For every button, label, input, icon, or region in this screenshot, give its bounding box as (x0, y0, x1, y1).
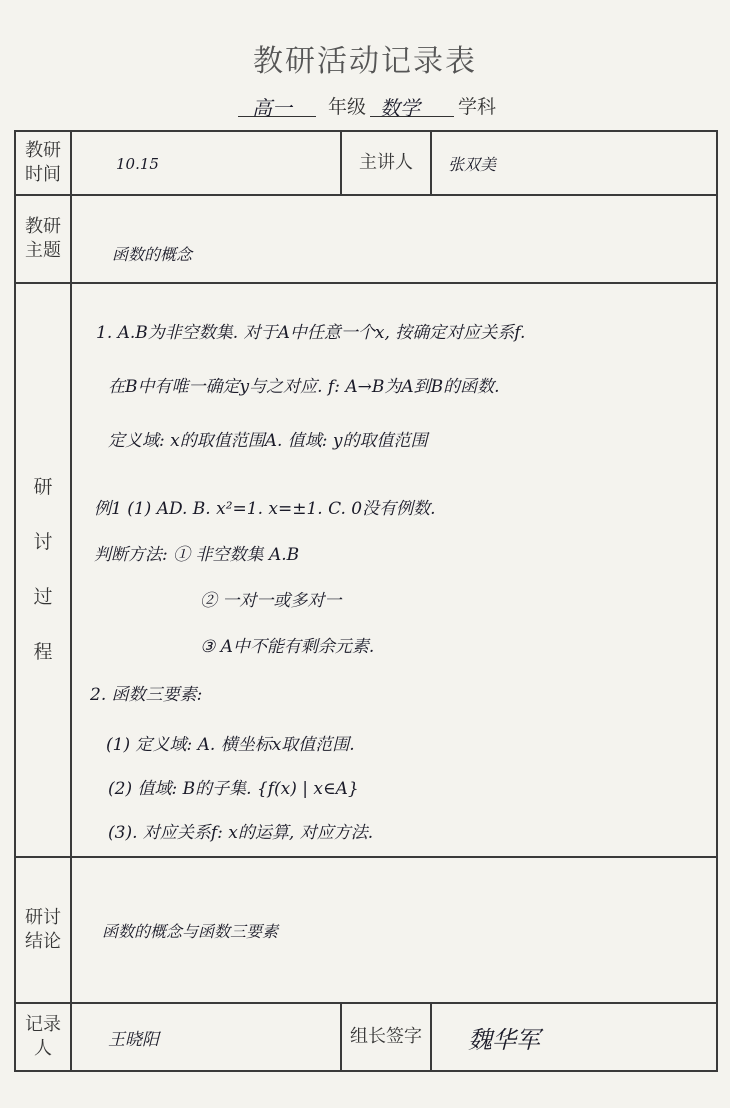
grade-subject-line (220, 90, 540, 124)
recorder-label: 记录 人 (25, 1014, 61, 1059)
leader-label: 组长签字 (350, 1026, 422, 1047)
process-line: 判断方法: ① 非空数集 A.B (94, 545, 300, 565)
conclusion-label: 研讨 结论 (25, 907, 61, 952)
subject-value: 数学 (380, 96, 420, 120)
process-label-char-4: 程 (33, 641, 53, 663)
leader-signature: 魏华军 (468, 1025, 540, 1054)
speaker-label-cell (341, 131, 431, 195)
leader-value-cell (431, 1003, 717, 1071)
conclusion-label-cell (15, 857, 71, 1003)
process-line: (3). 对应关系f: x的运算, 对应方法. (108, 823, 374, 843)
topic-value: 函数的概念 (112, 244, 193, 264)
time-label: 教研 时间 (25, 140, 61, 185)
process-notes (72, 284, 716, 856)
process-content-cell (71, 283, 717, 857)
process-line: 2. 函数三要素: (90, 685, 203, 705)
process-label-char-2: 讨 (33, 531, 53, 553)
subject-label: 学科 (458, 96, 497, 118)
record-table (14, 130, 718, 1072)
grade-value: 高一 (252, 96, 292, 120)
process-label-char-1: 研 (33, 476, 53, 498)
time-value: 10.15 (116, 154, 159, 173)
recorder-label-cell (15, 1003, 71, 1071)
process-line: ③ A中不能有剩余元素. (200, 637, 375, 657)
topic-label-cell (15, 195, 71, 283)
grade-label: 年级 (328, 96, 367, 118)
recorder-value-cell (71, 1003, 341, 1071)
speaker-value: 张双美 (448, 154, 497, 174)
speaker-value-cell (431, 131, 717, 195)
process-label-cell (15, 283, 71, 857)
speaker-label: 主讲人 (359, 152, 413, 173)
topic-value-cell (71, 195, 717, 283)
process-line: 定义域: x的取值范围A. 值域: y的取值范围 (108, 431, 428, 451)
process-line: 1. A.B为非空数集. 对于A中任意一个x, 按确定对应关系f. (96, 323, 526, 343)
time-label-cell (15, 131, 71, 195)
leader-label-cell (341, 1003, 431, 1071)
process-line: (1) 定义域: A. 横坐标x取值范围. (106, 735, 355, 755)
conclusion-value: 函数的概念与函数三要素 (102, 921, 279, 941)
recorder-signature: 王晓阳 (108, 1029, 159, 1050)
process-label-char-3: 过 (33, 586, 53, 608)
process-line: ② 一对一或多对一 (200, 591, 342, 611)
topic-label: 教研 主题 (25, 216, 61, 261)
process-line: 在B中有唯一确定y与之对应. f: A→B为A到B的函数. (108, 377, 500, 397)
process-line: 例1 (1) AD. B. x²=1. x=±1. C. 0没有例数. (94, 499, 436, 519)
conclusion-value-cell (71, 857, 717, 1003)
time-value-cell (71, 131, 341, 195)
document-title: 教研活动记录表 (253, 44, 477, 79)
process-line: (2) 值域: B的子集. {f(x) | x∈A} (108, 779, 359, 799)
